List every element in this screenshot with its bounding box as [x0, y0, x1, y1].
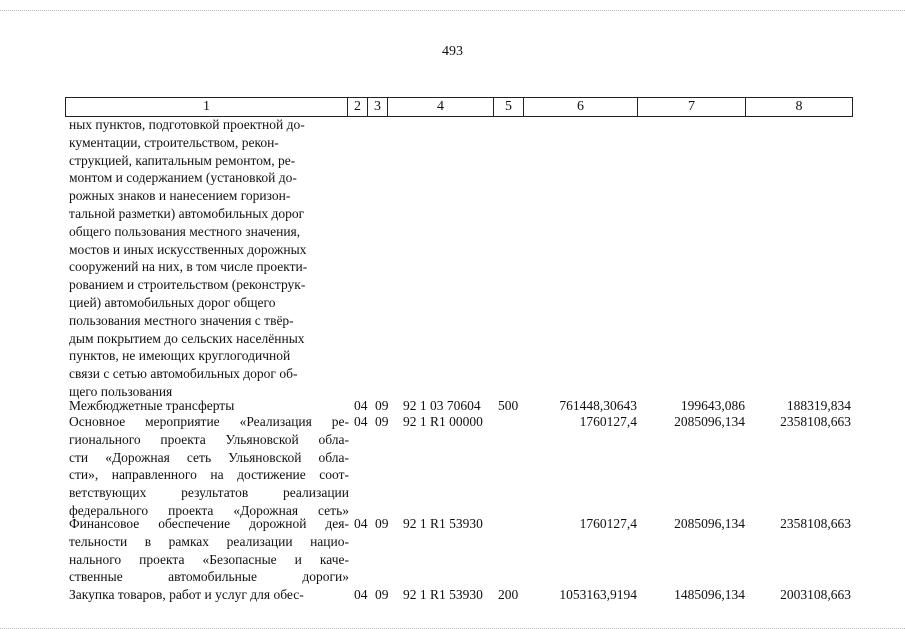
desc-line: Межбюджетные трансферты [69, 398, 235, 413]
desc-line: кументации, строительством, рекон- [69, 134, 279, 150]
row-description [69, 515, 349, 586]
desc-line: струкцией, капитальным ремонтом, ре- [69, 152, 296, 168]
page-number: 493 [442, 44, 463, 59]
desc-line: щего пользования [69, 383, 173, 399]
header-col-2: 2 [348, 98, 368, 116]
cell-col-2: 04 [354, 587, 368, 602]
cell-col-2: 04 [354, 414, 368, 429]
desc-line: пунктов, не имеющих круглогодичной [69, 348, 291, 364]
desc-line: нального проекта «Безопасные и каче- [69, 551, 349, 567]
cell-col-5: 200 [498, 587, 519, 602]
table-header [65, 97, 853, 117]
header-col-3: 3 [368, 98, 388, 116]
cell-col-5: 500 [498, 398, 519, 413]
row-description [69, 586, 349, 604]
cell-col-3: 09 [375, 516, 389, 531]
cell-col-3: 09 [375, 587, 389, 602]
header-col-6: 6 [524, 98, 638, 116]
cell-col-2: 04 [354, 398, 368, 413]
desc-line: Основное мероприятие «Реализация ре- [69, 414, 349, 429]
bottom-edge-dots [0, 628, 905, 630]
desc-line: Закупка товаров, работ и услуг для обес- [69, 587, 304, 602]
desc-line: сооружений на них, в том числе проекти- [69, 259, 308, 275]
desc-line: тальной разметки) автомобильных дорог [69, 205, 305, 221]
desc-line: дым покрытием до сельских населённых [69, 330, 305, 346]
header-col-7: 7 [638, 98, 746, 116]
cell-col-3: 09 [375, 414, 389, 429]
desc-line: пользования местного значения с твёр- [69, 312, 294, 328]
cell-col-8: 2358108,663 [780, 414, 851, 429]
desc-line: федерального проекта «Дорожная сеть» [69, 502, 349, 518]
desc-line: ветствующих результатов реализации [69, 485, 349, 501]
desc-line: связи с сетью автомобильных дорог об- [69, 366, 298, 382]
cell-col-8: 188319,834 [786, 398, 851, 413]
row-description [69, 413, 349, 520]
cell-col-7: 2085096,134 [674, 414, 745, 429]
desc-line: рожных знаков и нанесением горизон- [69, 188, 291, 204]
top-edge-dots [0, 10, 905, 12]
desc-line: сти», направленного на достижение соот- [69, 467, 349, 483]
cell-col-2: 04 [354, 516, 368, 531]
cell-col-4: 92 1 R1 53930 [403, 516, 483, 531]
cell-col-7: 1485096,134 [674, 587, 745, 602]
desc-line: ных пунктов, подготовкой проектной до- [69, 117, 305, 132]
cell-col-3: 09 [375, 398, 389, 413]
desc-line: монтом и содержанием (установкой до- [69, 170, 297, 186]
cell-col-6: 1053163,9194 [559, 587, 637, 602]
cell-col-4: 92 1 R1 00000 [403, 414, 483, 429]
desc-line: гионального проекта Ульяновской обла- [69, 431, 349, 447]
desc-line: сти «Дорожная сеть Ульяновской обла- [69, 449, 349, 465]
header-col-8: 8 [795, 99, 803, 114]
cell-col-8: 2003108,663 [780, 587, 851, 602]
desc-line: мостов и иных искусственных дорожных [69, 241, 307, 257]
cell-col-6: 1760127,4 [579, 414, 637, 429]
desc-line: цией) автомобильных дорог общего [69, 294, 276, 310]
desc-line: Финансовое обеспечение дорожной дея- [69, 516, 349, 531]
cell-col-4: 92 1 R1 53930 [403, 587, 483, 602]
cell-col-6: 761448,30643 [559, 398, 637, 413]
cell-col-6: 1760127,4 [579, 516, 637, 531]
cell-col-8: 2358108,663 [780, 516, 851, 531]
header-col-4: 4 [388, 98, 494, 116]
header-col-5: 5 [494, 98, 524, 116]
desc-line: тельности в рамках реализации нацио- [69, 533, 349, 549]
row-description [69, 116, 349, 401]
desc-line: общего пользования местного значения, [69, 223, 301, 239]
cell-col-7: 199643,086 [680, 398, 745, 413]
cell-col-4: 92 1 03 70604 [403, 398, 481, 413]
header-col-1: 1 [66, 98, 348, 116]
desc-line: рованием и строительством (реконструк- [69, 277, 306, 293]
cell-col-7: 2085096,134 [674, 516, 745, 531]
desc-line: ственные автомобильные дороги» [69, 569, 349, 585]
